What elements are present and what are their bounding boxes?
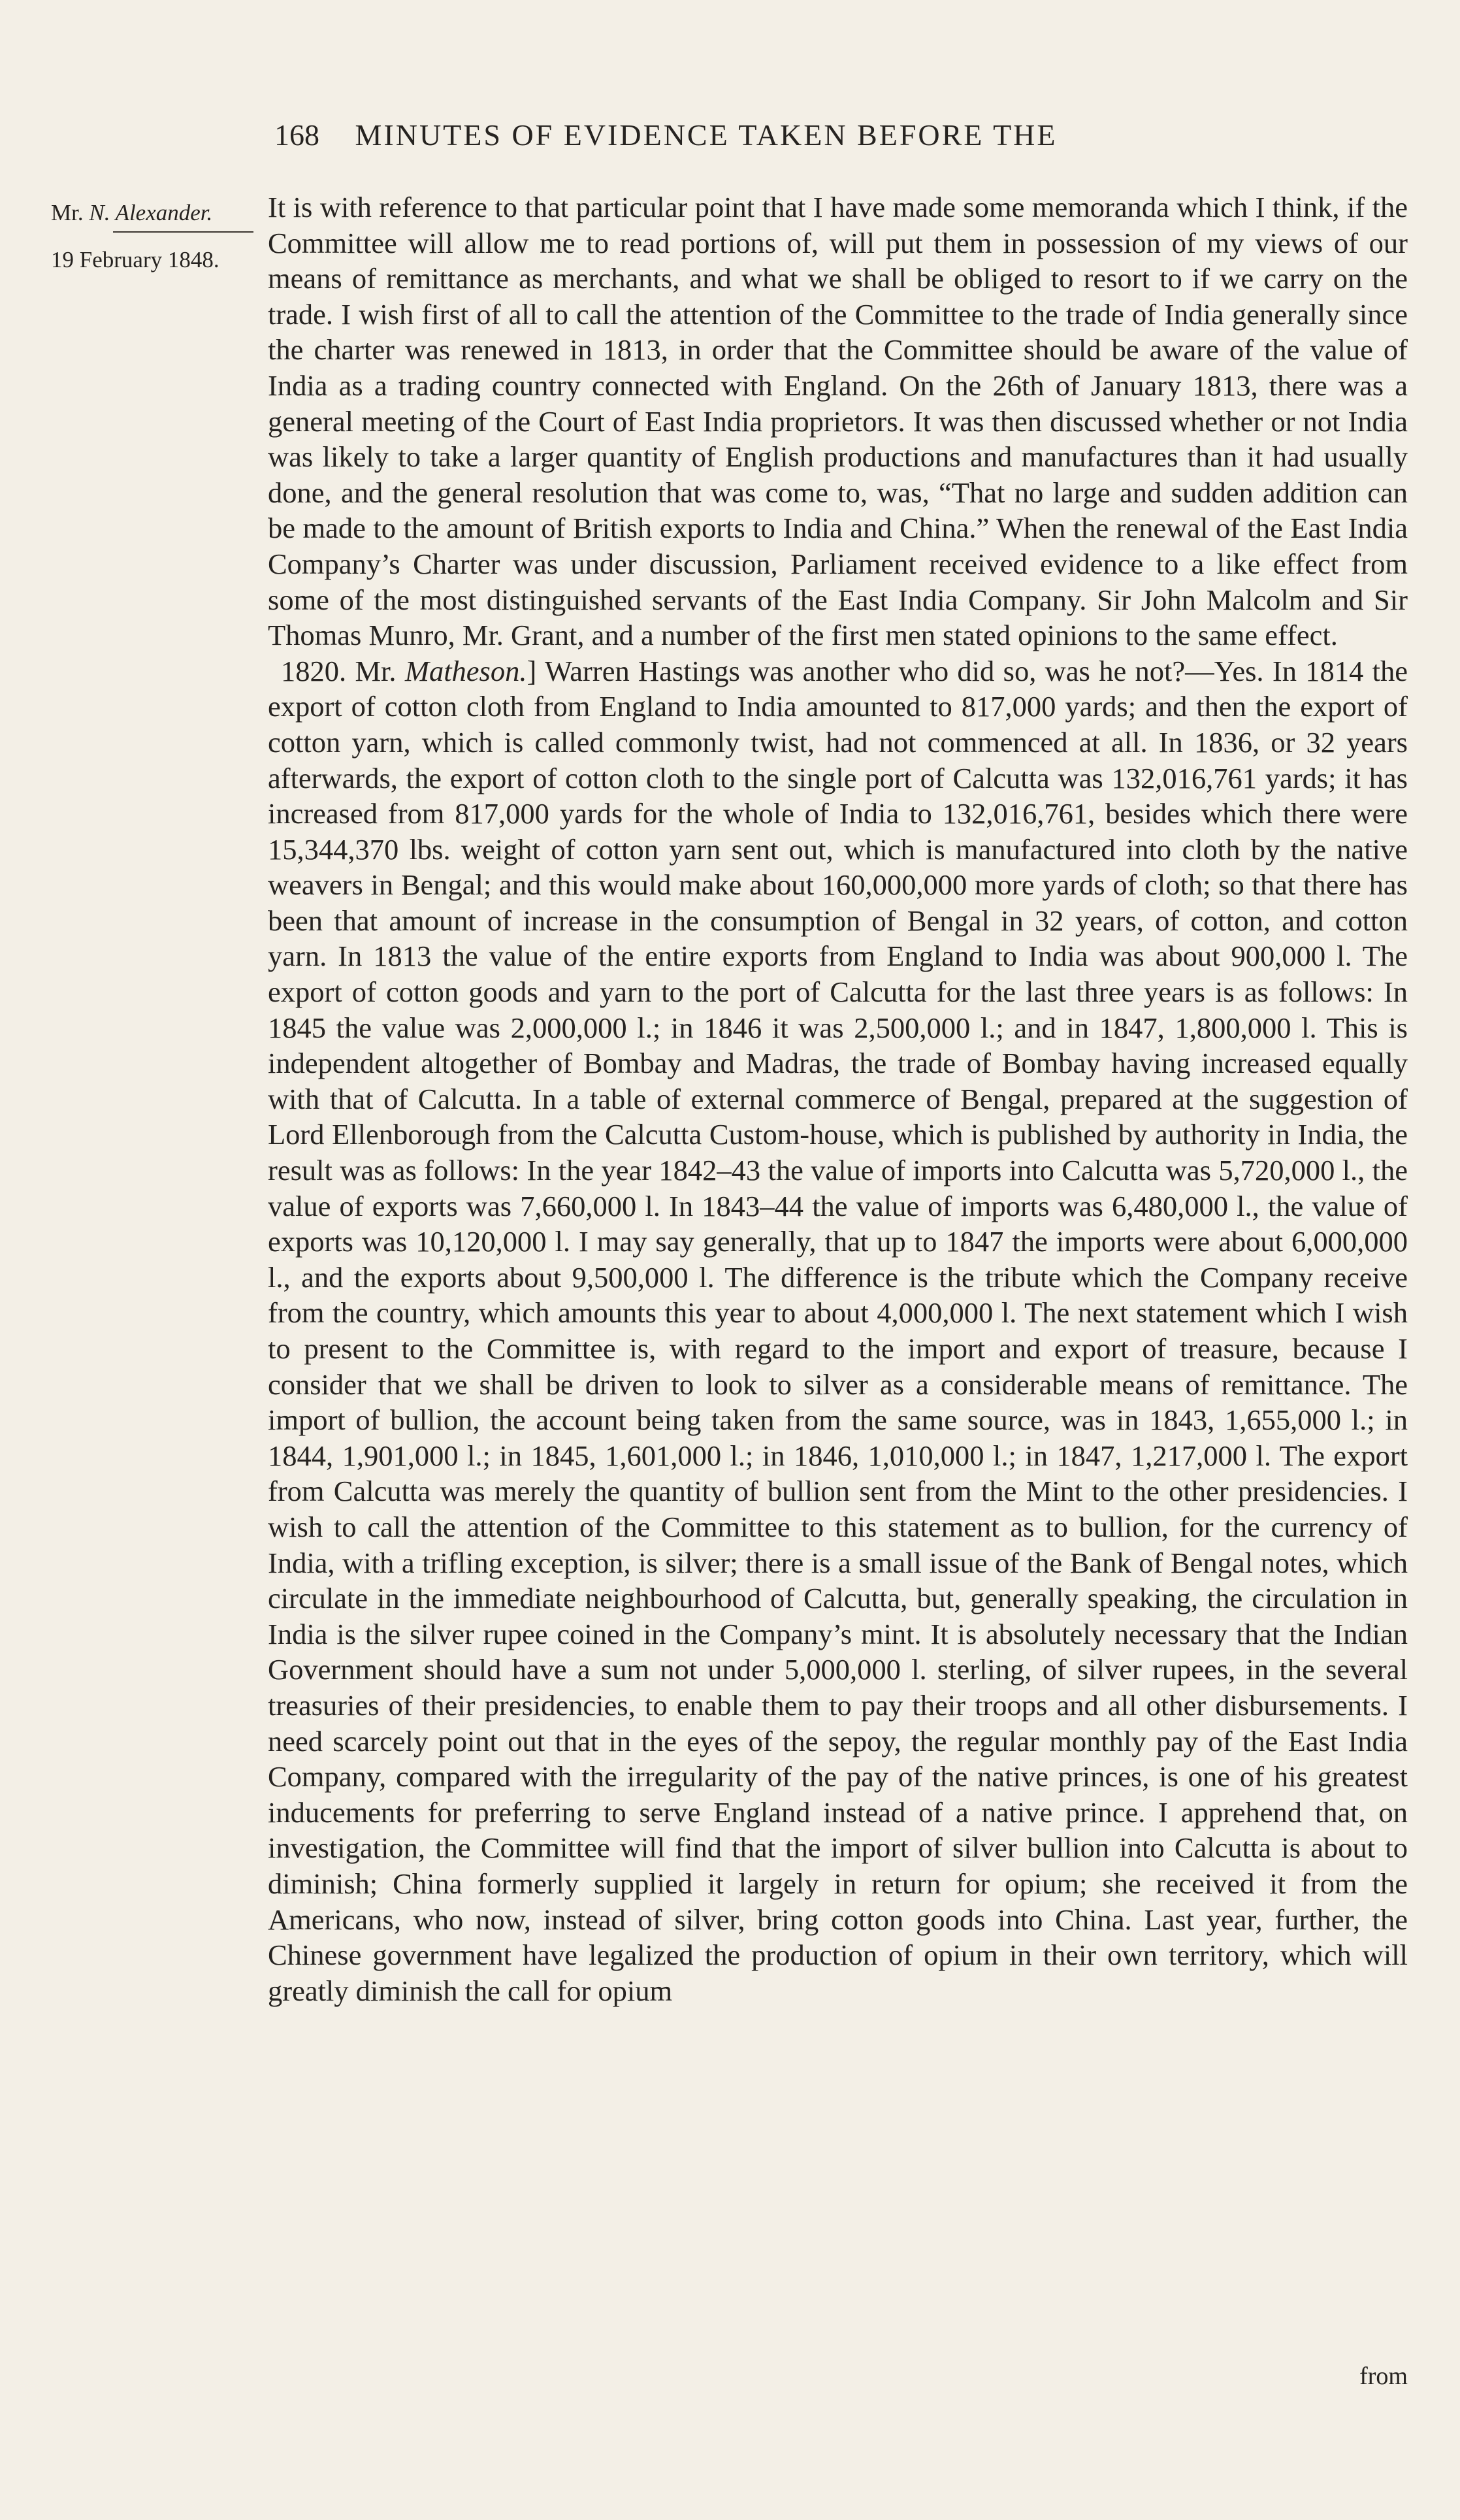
margin-note — [51, 195, 260, 278]
paragraph-question-1820 — [268, 653, 1408, 2009]
running-header — [274, 118, 1385, 152]
paragraph-text: ] Warren Hastings was another who did so, was he not?—Yes. In 1814 the export of cotton cloth from England to India amounted to 817,000 yards; and then the export of cotton yarn, which is called commonly twist, had not commenced at all. In 1836, or 32 years afterwards, the export of cotton cloth to the single port of Calcutta was 132,016,761 yards; it has increased from 817,000 yards for the whole of India to 132,016,761, besides which there were 15,344,370 lbs. weight of cotton yarn sent out, which is manufactured into cloth by the native weavers in Bengal; and this would make about 160,000,000 more yards of cloth; so that there has been that amount of increase in the consumption of Bengal in 32 years, of cotton, and cotton yarn. In 1813 the value of the entire exports from England to India was about 900,000 l. The export of cotton goods and yarn to the port of Calcutta for the last three years is as follows: In 1845 the value was 2,000,000 l.; in 1846 it was 2,500,000 l.; and in 1847, 1,800,000 l. This is independent altogether of Bombay and Madras, the trade of Bombay having increased equally with that of Calcutta. In a table of external commerce of Bengal, prepared at the suggestion of Lord Ellenborough from the Calcutta Custom-house, which is published by authority in India, the result was as follows: In the year 1842–43 the value of imports into Calcutta was 5,720,000 l., the value of exports was 7,660,000 l. In 1843–44 the value of imports was 6,480,000 l., the value of exports was 10,120,000 l. I may say generally, that up to 1847 the imports were about 6,000,000 l., and the exports about 9,500,000 l. The difference is the tribute which the Company receive from the country, which amounts this year to about 4,000,000 l. The next statement which I wish to present to the Committee is, with regard to the import and export of treasure, because I consider that we shall be driven to look to silver as a considerable means of remittance. The import of bullion, the account being taken from the same source, was in 1843, 1,655,000 l.; in 1844, 1,901,000 l.; in 1845, 1,601,000 l.; in 1846, 1,010,000 l.; in 1847, 1,217,000 l. The export from Calcutta was merely the quantity of bullion sent from the Mint to the other presidencies. I wish to call the attention of the Committee to this statement as to bullion, for the currency of India, with a trifling exception, is silver; there is a small issue of the Bank of Bengal notes, which circulate in the immediate neighbourhood of Calcutta, but, generally speaking, the circulation in India is the silver rupee coined in the Company’s mint. It is absolutely necessary that the Indian Government should have a sum not under 5,000,000 l. sterling, of silver rupees, in the several treasuries of their presidencies, to enable them to pay their troops and all other disbursements. I need scarcely point out that in the eyes of the sepoy, the regular monthly pay of the East India Company, compared with the irregularity of the pay of the native princes, is one of his greatest inducements for preferring to serve England instead of a native prince. I apprehend that, on investigation, the Committee will find that the import of silver bullion into Calcutta is about to diminish; China formerly supplied it largely in return for opium; she received it from the Americans, who now, instead of silver, bring cotton goods into China. Last year, further, the Chinese government have legalized the production of opium in their own territory, which will greatly diminish the call for opium — [268, 654, 1408, 2007]
question-number: 1820. — [281, 654, 347, 687]
witness-name: N. Alexander. — [89, 200, 213, 225]
paragraph-text: It is with reference to that particular point that I have made some memoranda which I think, if the Committee will allow me to read portions of, will put them in possession of my views of our means of remittance as merchants, and what we shall be obliged to resort to if we carry on the trade. I wish first of all to call the attention of the Committee to the trade of India generally since the charter was renewed in 1813, in order that the Committee should be aware of the value of India as a trading country connected with England. On the 26th of January 1813, there was a general meeting of the Court of East India proprietors. It was then discussed whether or not India was likely to take a larger quantity of English productions and manufactures than it had usually done, and the general resolution that was come to, was, “That no large and sudden addition can be made to the amount of British exports to India and China.” When the renewal of the East India Company’s Charter was under discussion, Parliament received evidence to a like effect from some of the most distinguished servants of the East India Company. Sir John Malcolm and Sir Thomas Munro, Mr. Grant, and a number of the first men stated opinions to the same effect. — [268, 191, 1408, 652]
running-title: MINUTES OF EVIDENCE TAKEN BEFORE THE — [355, 118, 1058, 152]
evidence-body — [268, 189, 1408, 2008]
witness-prefix: Mr. — [51, 200, 84, 225]
page-number: 168 — [274, 118, 319, 152]
paragraph-answer-intro — [268, 189, 1408, 653]
catchword: from — [1359, 2363, 1408, 2390]
margin-rule — [113, 231, 253, 233]
questioner-prefix: Mr. — [355, 654, 405, 687]
questioner-name: Matheson. — [404, 654, 527, 687]
witness-label — [51, 195, 260, 231]
evidence-date: 19 February 1848. — [51, 247, 219, 272]
